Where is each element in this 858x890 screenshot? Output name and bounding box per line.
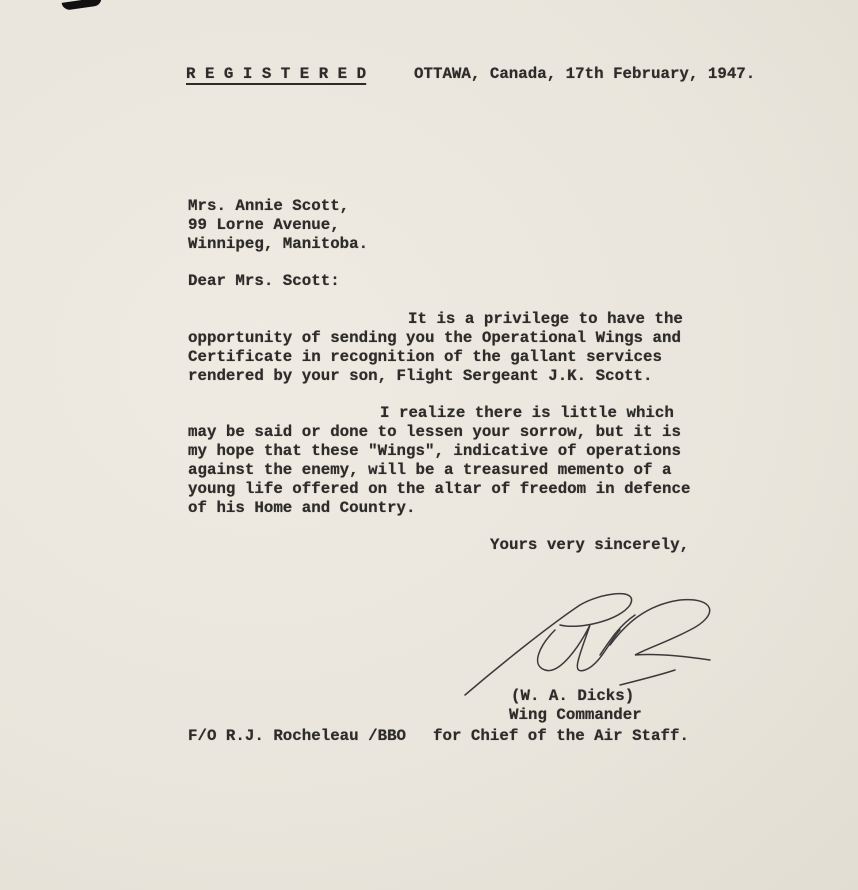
paragraph1-line: rendered by your son, Flight Sergeant J.K. Scott. [188, 367, 653, 385]
paragraph1-line: It is a privilege to have the [408, 310, 683, 328]
paragraph1-line: Certificate in recognition of the gallant services [188, 348, 662, 366]
recipient-street: 99 Lorne Avenue, [188, 216, 340, 234]
reference-initials: F/O R.J. Rocheleau /BBO [188, 727, 407, 745]
salutation: Dear Mrs. Scott: [188, 272, 340, 290]
place-date: OTTAWA, Canada, 17th February, 1947. [414, 65, 756, 83]
recipient-name: Mrs. Annie Scott, [188, 197, 350, 215]
recipient-city: Winnipeg, Manitoba. [188, 235, 369, 253]
closing: Yours very sincerely, [490, 536, 690, 554]
paragraph2-line: may be said or done to lessen your sorrow, but it is [188, 423, 681, 441]
signatory-rank: Wing Commander [509, 706, 642, 724]
registered-label: R E G I S T E R E D [186, 65, 367, 83]
on-behalf-of: for Chief of the Air Staff. [433, 727, 689, 745]
paragraph2-line: I realize there is little which [380, 404, 674, 422]
paragraph2-line: young life offered on the altar of freedom in defence [188, 480, 691, 498]
paragraph2-line: my hope that these "Wings", indicative of operations [188, 442, 681, 460]
signatory-name: (W. A. Dicks) [511, 687, 635, 705]
paragraph2-line: against the enemy, will be a treasured memento of a [188, 461, 672, 479]
paragraph2-line: of his Home and Country. [188, 499, 416, 517]
paragraph1-line: opportunity of sending you the Operational Wings and [188, 329, 681, 347]
